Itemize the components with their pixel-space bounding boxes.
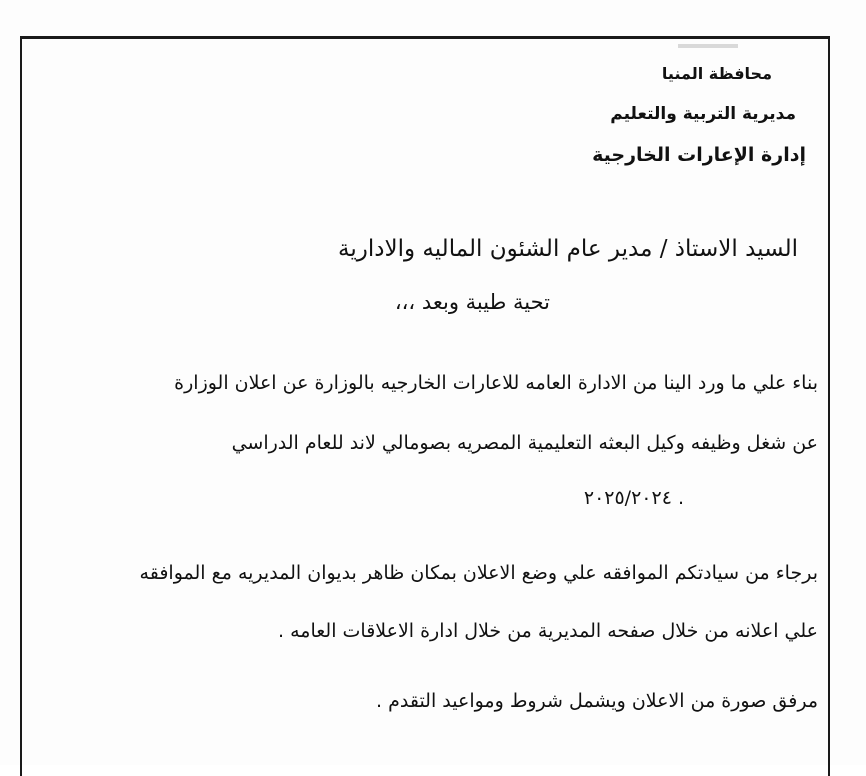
- paragraph-1-line-1: بناء علي ما ورد الينا من الادارة العامه للاعارات الخارجيه بالوزارة عن اعلان الوزارة: [174, 372, 818, 394]
- letterhead-governorate: محافظة المنيا: [661, 64, 772, 83]
- addressee-line: السيد الاستاذ / مدير عام الشئون الماليه والادارية: [338, 236, 798, 262]
- scan-smudge: [678, 44, 738, 48]
- paragraph-1-line-3: ٢٠٢٥/٢٠٢٤ .: [583, 487, 684, 509]
- paragraph-1-line-2: عن شغل وظيفه وكيل البعثه التعليمية المصريه بصومالي لاند للعام الدراسي: [231, 432, 818, 454]
- paragraph-2-line-1: برجاء من سيادتكم الموافقه علي وضع الاعلان بمكان ظاهر بديوان المديريه مع الموافقه: [139, 562, 818, 584]
- greeting-line: تحية طيبة وبعد ،،،: [394, 290, 550, 314]
- letterhead-department: إدارة الإعارات الخارجية: [592, 144, 806, 166]
- letterhead-directorate: مديرية التربية والتعليم: [610, 104, 796, 124]
- paragraph-2-line-2: علي اعلانه من خلال صفحه المديرية من خلال ادارة الاعلاقات العامه .: [278, 620, 818, 642]
- paragraph-3-line-1: مرفق صورة من الاعلان ويشمل شروط ومواعيد التقدم .: [376, 690, 818, 712]
